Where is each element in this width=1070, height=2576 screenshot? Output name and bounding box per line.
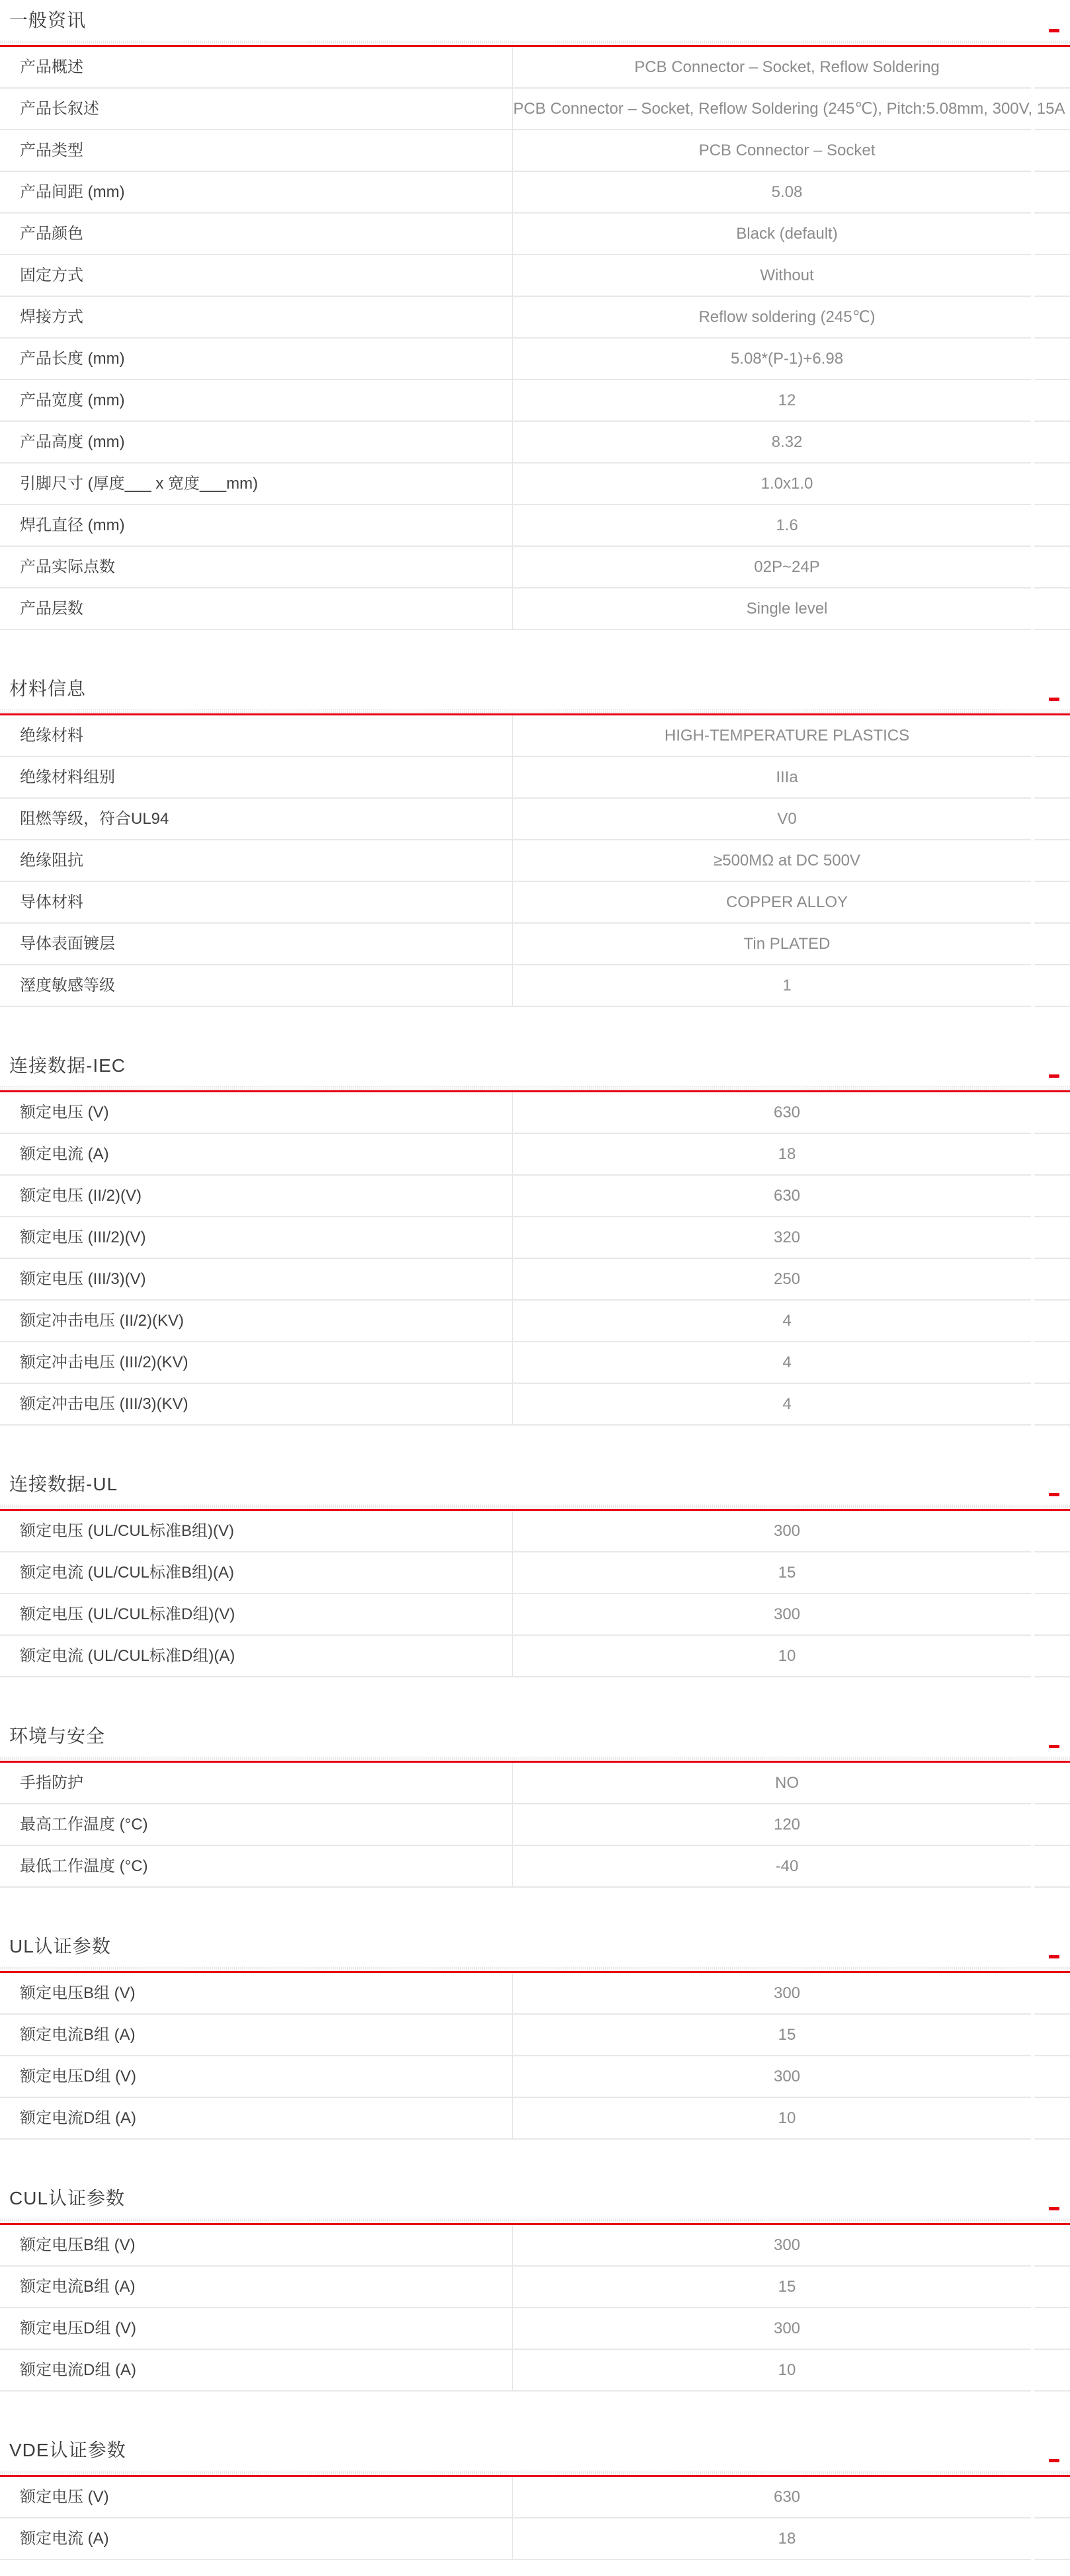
spec-page xyxy=(0,9,1070,2560)
spec-label: 额定电压 (V) xyxy=(0,1092,513,1133)
table-row xyxy=(0,1804,1070,1846)
spec-label: 额定电压D组 (V) xyxy=(0,2308,513,2349)
section-header xyxy=(0,2439,1070,2470)
table-row xyxy=(0,1511,1070,1552)
spec-value: 18 xyxy=(778,1145,796,1163)
spec-value: 300 xyxy=(773,1605,801,1623)
section-header xyxy=(0,2187,1070,2218)
spec-value: 12 xyxy=(778,391,796,409)
table-row xyxy=(0,1636,1070,1677)
spec-value: COPPER ALLOY xyxy=(725,893,848,911)
table-row xyxy=(0,297,1070,339)
spec-table xyxy=(0,2477,1070,2560)
spec-label: 额定电流B组 (A) xyxy=(0,2015,513,2055)
table-row xyxy=(0,2518,1070,2560)
spec-value: 300 xyxy=(773,1984,801,2002)
spec-value: 300 xyxy=(773,2236,801,2254)
spec-value: 320 xyxy=(773,1228,801,1246)
spec-label: 产品宽度 (mm) xyxy=(0,380,513,421)
table-row xyxy=(0,422,1070,463)
spec-value: 5.08*(P-1)+6.98 xyxy=(730,350,844,368)
spec-label: 额定电压B组 (V) xyxy=(0,1973,513,2013)
spec-label: 产品颜色 xyxy=(0,214,513,254)
table-row xyxy=(0,172,1070,214)
table-row xyxy=(0,1301,1070,1342)
spec-label: 导体表面镀层 xyxy=(0,924,513,964)
table-row xyxy=(0,1134,1070,1176)
collapse-minus-icon[interactable] xyxy=(1049,1074,1059,1078)
section-title: CUL认证参数 xyxy=(9,2188,126,2208)
section-title: VDE认证参数 xyxy=(9,2440,126,2460)
spec-value: 18 xyxy=(778,2530,796,2548)
spec-value: 15 xyxy=(778,1564,796,1582)
spec-value: 630 xyxy=(773,1104,801,1121)
spec-value: HIGH-TEMPERATURE PLASTICS xyxy=(664,727,910,745)
section-title: 连接数据-UL xyxy=(9,1474,118,1494)
spec-label: 焊接方式 xyxy=(0,297,513,337)
section-title: 连接数据-IEC xyxy=(9,1055,126,1076)
table-row xyxy=(0,2267,1070,2308)
section-header xyxy=(0,1725,1070,1756)
spec-label: 产品概述 xyxy=(0,47,513,87)
spec-label: 额定电压 (II/2)(V) xyxy=(0,1176,513,1216)
spec-table xyxy=(0,715,1070,1007)
spec-label: 导体材料 xyxy=(0,882,513,922)
spec-label: 产品长度 (mm) xyxy=(0,339,513,379)
table-row xyxy=(0,1552,1070,1594)
spec-label: 溼度敏感等级 xyxy=(0,965,513,1006)
collapse-minus-icon[interactable] xyxy=(1049,29,1059,32)
spec-table xyxy=(0,2225,1070,2392)
spec-label: 额定电流 (A) xyxy=(0,2518,513,2559)
table-row xyxy=(0,2477,1070,2518)
table-row xyxy=(0,588,1070,630)
dotted-divider xyxy=(0,1966,1070,1971)
spec-table xyxy=(0,1092,1070,1426)
table-row xyxy=(0,2308,1070,2350)
spec-label: 额定电流D组 (A) xyxy=(0,2350,513,2390)
spec-value: 1.6 xyxy=(776,516,798,534)
dotted-divider xyxy=(0,1086,1070,1090)
table-row xyxy=(0,47,1070,89)
spec-label: 绝缘材料 xyxy=(0,715,513,756)
spec-label: 产品类型 xyxy=(0,130,513,171)
spec-value: IIIa xyxy=(776,768,798,786)
spec-value: NO xyxy=(775,1774,799,1792)
spec-label: 额定电流 (UL/CUL标准D组)(A) xyxy=(0,1636,513,1676)
table-row xyxy=(0,882,1070,924)
spec-value: PCB Connector – Socket, Reflow Soldering (245℃), Pitch:5.08mm, 300V, 15A xyxy=(513,100,1065,118)
spec-label: 产品高度 (mm) xyxy=(0,422,513,462)
spec-table xyxy=(0,47,1070,630)
section-header xyxy=(0,1055,1070,1086)
table-row xyxy=(0,2098,1070,2140)
spec-label: 额定电流B组 (A) xyxy=(0,2267,513,2307)
spec-value: 15 xyxy=(778,2026,796,2044)
table-row xyxy=(0,505,1070,547)
spec-value: -40 xyxy=(775,1857,799,1875)
spec-label: 产品间距 (mm) xyxy=(0,172,513,212)
table-row xyxy=(0,840,1070,882)
table-row xyxy=(0,1384,1070,1426)
spec-label: 额定电流D组 (A) xyxy=(0,2098,513,2138)
section-header xyxy=(0,9,1070,40)
spec-value: 250 xyxy=(773,1270,801,1288)
section-header xyxy=(0,1935,1070,1966)
section-title: UL认证参数 xyxy=(9,1936,111,1956)
spec-section xyxy=(0,9,1070,630)
section-title: 材料信息 xyxy=(9,678,87,699)
spec-label: 阻燃等级，符合UL94 xyxy=(0,799,513,839)
spec-value: 4 xyxy=(782,1395,792,1413)
collapse-minus-icon[interactable] xyxy=(1049,2207,1059,2210)
table-row xyxy=(0,1594,1070,1636)
table-row xyxy=(0,757,1070,799)
section-header xyxy=(0,678,1070,709)
spec-label: 产品层数 xyxy=(0,588,513,629)
spec-value: Single level xyxy=(746,600,828,618)
spec-value: 4 xyxy=(782,1312,792,1330)
table-row xyxy=(0,1846,1070,1888)
spec-value: 10 xyxy=(778,2109,796,2127)
spec-value: 15 xyxy=(778,2278,796,2296)
spec-label: 额定冲击电压 (III/3)(KV) xyxy=(0,1384,513,1424)
spec-label: 额定电压B组 (V) xyxy=(0,2225,513,2265)
section-header xyxy=(0,1473,1070,1504)
spec-label: 额定冲击电压 (II/2)(KV) xyxy=(0,1301,513,1341)
spec-label: 最高工作温度 (°C) xyxy=(0,1804,513,1845)
spec-label: 额定电压D组 (V) xyxy=(0,2056,513,2097)
dotted-divider xyxy=(0,40,1070,45)
table-row xyxy=(0,547,1070,588)
table-row xyxy=(0,463,1070,505)
table-row xyxy=(0,715,1070,757)
spec-value: Black (default) xyxy=(736,225,838,243)
spec-label: 额定电压 (UL/CUL标准D组)(V) xyxy=(0,1594,513,1634)
spec-value: 1.0x1.0 xyxy=(761,475,813,493)
table-row xyxy=(0,965,1070,1007)
spec-value: 10 xyxy=(778,2361,796,2379)
spec-value: 5.08 xyxy=(771,183,803,201)
spec-value: 4 xyxy=(782,1353,792,1371)
table-row xyxy=(0,214,1070,255)
spec-label: 额定电压 (UL/CUL标准B组)(V) xyxy=(0,1511,513,1551)
spec-label: 绝缘阻抗 xyxy=(0,840,513,881)
spec-section xyxy=(0,1473,1070,1677)
spec-section xyxy=(0,1935,1070,2140)
spec-value: 8.32 xyxy=(771,433,803,451)
table-row xyxy=(0,1763,1070,1804)
collapse-minus-icon[interactable] xyxy=(1049,1955,1059,1958)
spec-label: 固定方式 xyxy=(0,255,513,296)
spec-label: 额定电压 (III/2)(V) xyxy=(0,1217,513,1258)
table-row xyxy=(0,1176,1070,1217)
table-row xyxy=(0,924,1070,965)
spec-label: 焊孔直径 (mm) xyxy=(0,505,513,545)
spec-label: 产品长叙述 xyxy=(0,89,513,129)
spec-value: 10 xyxy=(778,1647,796,1665)
spec-label: 额定电流 (A) xyxy=(0,1134,513,1174)
dotted-divider xyxy=(0,709,1070,713)
table-row xyxy=(0,380,1070,422)
table-row xyxy=(0,1259,1070,1301)
spec-value: 300 xyxy=(773,1522,801,1540)
section-title: 一般资讯 xyxy=(9,10,87,30)
table-row xyxy=(0,1217,1070,1259)
spec-value: 300 xyxy=(773,2319,801,2337)
table-row xyxy=(0,2056,1070,2098)
table-row xyxy=(0,1092,1070,1134)
spec-value: V0 xyxy=(777,810,797,828)
spec-label: 产品实际点数 xyxy=(0,547,513,587)
spec-value: 300 xyxy=(773,2068,801,2085)
spec-value: PCB Connector – Socket xyxy=(698,141,876,159)
spec-section xyxy=(0,2439,1070,2560)
spec-value: Tin PLATED xyxy=(743,935,831,953)
spec-section xyxy=(0,1055,1070,1426)
spec-value: PCB Connector – Socket, Reflow Soldering xyxy=(634,58,940,76)
collapse-minus-icon[interactable] xyxy=(1049,1745,1059,1748)
spec-table xyxy=(0,1511,1070,1677)
spec-value: 630 xyxy=(773,1187,801,1205)
dotted-divider xyxy=(0,2470,1070,2475)
spec-section xyxy=(0,2187,1070,2392)
spec-label: 额定电压 (V) xyxy=(0,2477,513,2517)
table-row xyxy=(0,2350,1070,2392)
table-row xyxy=(0,1973,1070,2015)
table-row xyxy=(0,1342,1070,1384)
spec-value: 1 xyxy=(782,977,792,994)
table-row xyxy=(0,130,1070,172)
spec-label: 引脚尺寸 (厚度___ x 宽度___mm) xyxy=(0,463,513,504)
table-row xyxy=(0,2015,1070,2056)
spec-value: 120 xyxy=(773,1816,801,1833)
spec-value: 630 xyxy=(773,2488,801,2506)
spec-value: 02P~24P xyxy=(754,558,820,576)
dotted-divider xyxy=(0,2218,1070,2223)
spec-table xyxy=(0,1973,1070,2140)
spec-table xyxy=(0,1763,1070,1888)
table-row xyxy=(0,799,1070,840)
spec-section xyxy=(0,678,1070,1007)
spec-value: ≥500MΩ at DC 500V xyxy=(714,852,860,869)
spec-label: 最低工作温度 (°C) xyxy=(0,1846,513,1886)
spec-label: 绝缘材料组别 xyxy=(0,757,513,797)
collapse-minus-icon[interactable] xyxy=(1049,1493,1059,1496)
spec-section xyxy=(0,1725,1070,1888)
section-title: 环境与安全 xyxy=(9,1726,106,1746)
spec-label: 额定冲击电压 (III/2)(KV) xyxy=(0,1342,513,1383)
dotted-divider xyxy=(0,1756,1070,1761)
table-row xyxy=(0,255,1070,297)
spec-label: 额定电压 (III/3)(V) xyxy=(0,1259,513,1299)
spec-value: Reflow soldering (245℃) xyxy=(698,308,876,326)
collapse-minus-icon[interactable] xyxy=(1049,698,1059,701)
table-row xyxy=(0,2225,1070,2267)
collapse-minus-icon[interactable] xyxy=(1049,2459,1059,2462)
spec-label: 额定电流 (UL/CUL标准B组)(A) xyxy=(0,1552,513,1593)
spec-value: Without xyxy=(760,266,814,284)
table-row xyxy=(0,339,1070,380)
spec-label: 手指防护 xyxy=(0,1763,513,1803)
table-row xyxy=(0,89,1070,130)
dotted-divider xyxy=(0,1504,1070,1509)
